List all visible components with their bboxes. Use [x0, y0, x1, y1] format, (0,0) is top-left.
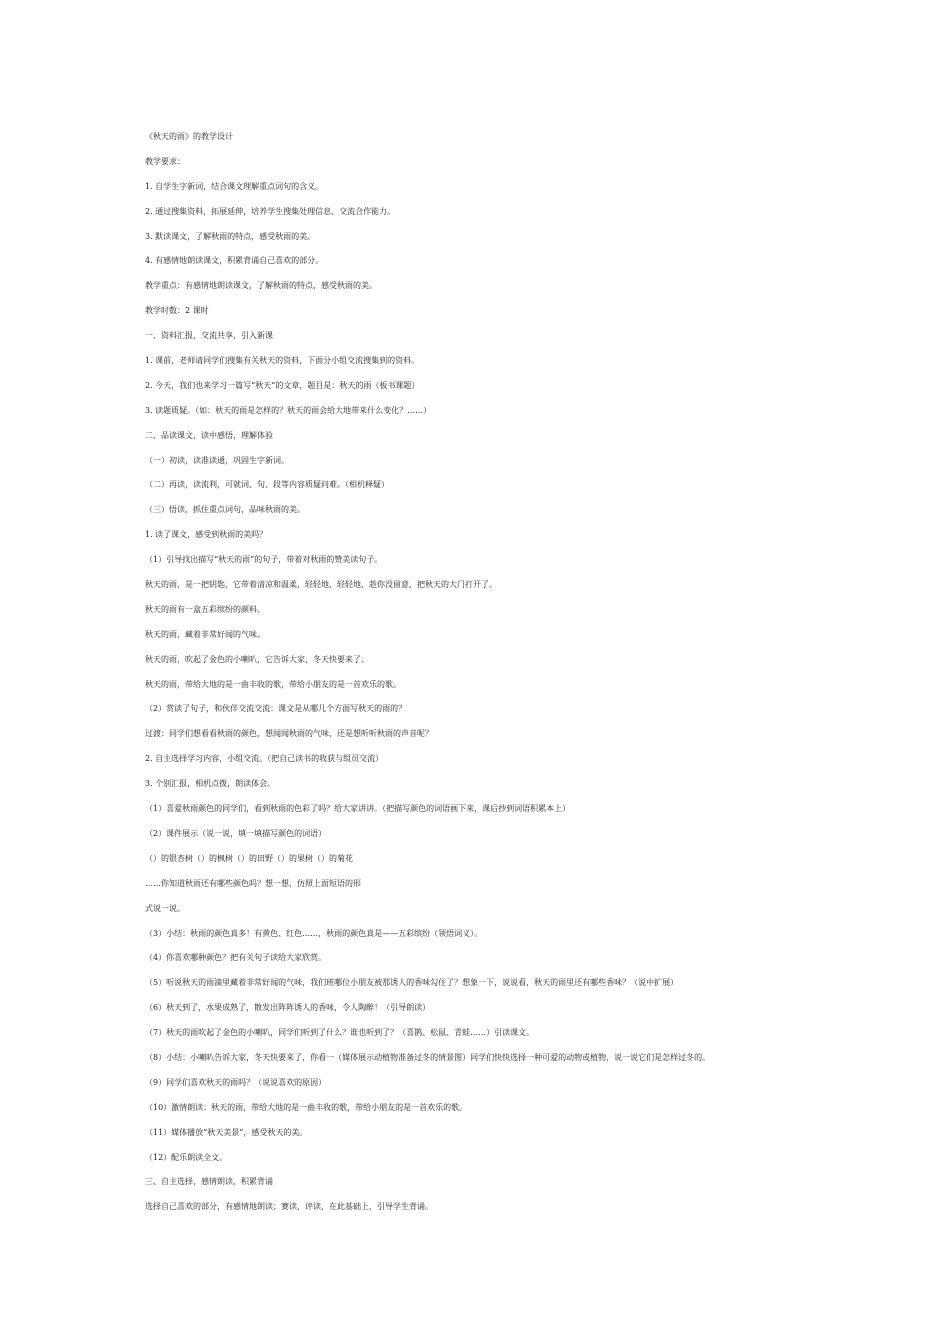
paragraph: 过渡：同学们想看看秋雨的颜色，想闻闻秋雨的气味，还是想听听秋雨的声音呢？: [145, 729, 433, 739]
section-heading: 二、品读课文，读中感悟，理解体验: [145, 430, 273, 440]
paragraph: 式说一说。: [145, 903, 185, 913]
paragraph: 3. 个别汇报，相机点拨，朗读体会。: [145, 779, 276, 789]
paragraph: 教学重点：有感情地朗读课文，了解秋雨的特点，感受秋雨的美。: [145, 281, 377, 291]
paragraph: 选择自己喜欢的部分，有感情地朗读；赛读，评读，在此基础上，引导学生背诵。: [145, 1202, 433, 1212]
paragraph: （3）小结：秋雨的颜色真多！有黄色、红色……，秋雨的颜色真是——五彩缤纷（领悟词义）。: [145, 928, 483, 938]
paragraph: 1. 自学生字新词，结合课文理解重点词句的含义。: [145, 181, 324, 191]
document-title: 《秋天的雨》的教学设计: [145, 132, 233, 141]
paragraph: （12）配乐朗读全文。: [145, 1152, 228, 1162]
paragraph: 3. 读题质疑。（如：秋天的雨是怎样的？秋天的雨会给大地带来什么变化？……）: [145, 405, 432, 415]
paragraph: 1. 读了课文，感受到秋雨的美吗？: [145, 530, 268, 540]
paragraph: （）的银杏树（）的枫树（）的田野（）的果树（）的菊花: [145, 853, 353, 863]
paragraph: 2. 通过搜集资料，拓展延伸，培养学生搜集处理信息、交流合作能力。: [145, 206, 396, 216]
paragraph: （11）媒体播放“秋天美景”，感受秋天的美。: [145, 1127, 308, 1137]
paragraph: （2）赏读了句子，和伙伴交流交流：课文是从哪几个方面写秋天的雨的？: [145, 704, 407, 714]
paragraph: 2. 自主选择学习内容，小组交流。（把自己读书的收获与组员交流）: [145, 754, 384, 764]
paragraph: 秋天的雨，带给大地的是一曲丰收的歌，带给小朋友的是一首欢乐的歌。: [145, 679, 401, 689]
paragraph: （三）悟读，抓住重点词句，品味秋雨的美。: [145, 505, 305, 515]
paragraph: 秋天的雨有一盒五彩缤纷的颜料。: [145, 604, 265, 614]
section-heading: 教学要求：: [145, 156, 185, 166]
paragraph: 2. 今天，我们也来学习一篇写“秋天”的文章，题目是：秋天的雨（板书课题）: [145, 380, 420, 390]
paragraph: （7）秋天的雨吹起了金色的小喇叭，同学们听到了什么？谁也听到了？（喜鹊、松鼠、青蛙……）引读课文。: [145, 1028, 535, 1038]
paragraph: （10）激情朗读：秋天的雨，带给大地的是一曲丰收的歌，带给小朋友的是一首欢乐的歌。: [145, 1102, 468, 1112]
paragraph: 教学时数：2 课时: [145, 306, 209, 316]
paragraph: ……你知道秋雨还有哪些颜色吗？想一想，仿照上面短语的形: [145, 878, 361, 888]
paragraph: （二）再读，读流利，可就词、句、段等内容质疑问难。（相机释疑）: [145, 480, 389, 490]
paragraph: 4. 有感情地朗读课文，积累背诵自己喜欢的部分。: [145, 256, 324, 266]
paragraph: （1）引导找出描写“秋天的雨”的句子，带着对秋雨的赞美读句子。: [145, 555, 383, 565]
paragraph: （9）同学们喜欢秋天的雨吗？（说说喜欢的原因）: [145, 1077, 327, 1087]
section-heading: 三、自主选择，感情朗读，积累背诵: [145, 1177, 273, 1187]
paragraph: 秋天的雨，是一把钥匙，它带着清凉和温柔，轻轻地，轻轻地，趁你没留意，把秋天的大门打开了。: [145, 580, 497, 590]
paragraph: 秋天的雨，藏着非常好闻的气味。: [145, 629, 265, 639]
section-heading: 一、资料汇报，交流共享，引入新课: [145, 331, 273, 341]
paragraph: （5）听说秋天的雨滴里藏着非常好闻的气味，我们班哪位小朋友被那诱人的香味勾住了？想象一下，说说看，秋天的雨里还有哪些香味？（说中扩展）: [145, 978, 679, 988]
paragraph: （2）课件展示（说一说，填一填描写颜色的词语）: [145, 828, 327, 838]
paragraph: （一）初读，读准读通，巩固生字新词。: [145, 455, 289, 465]
paragraph: （8）小结：小喇叭告诉大家，冬天快要来了，你看一（媒体展示动植物准备过冬的情景图）同学们快快选择一种可爱的动物或植物，说一说它们是怎样过冬的。: [145, 1052, 711, 1062]
paragraph: （6）秋天到了，水果成熟了，散发出阵阵诱人的香味，令人陶醉！（引导朗读）: [145, 1003, 431, 1013]
paragraph: 秋天的雨，吹起了金色的小喇叭，它告诉大家，冬天快要来了。: [145, 654, 369, 664]
paragraph: 1. 课前，老师请同学们搜集有关秋天的资料，下面分小组交流搜集到的资料。: [145, 356, 420, 366]
document-body: [145, 132, 845, 1227]
paragraph: （4）你喜欢哪种颜色？把有关句子读给大家欣赏。: [145, 953, 327, 963]
paragraph: 3. 默读课文，了解秋雨的特点，感受秋雨的美。: [145, 231, 316, 241]
paragraph: （1）喜爱秋雨颜色的同学们，看到秋雨的色彩了吗？给大家讲讲。（把描写颜色的词语画下来，课后抄到词语积累本上）: [145, 804, 571, 814]
